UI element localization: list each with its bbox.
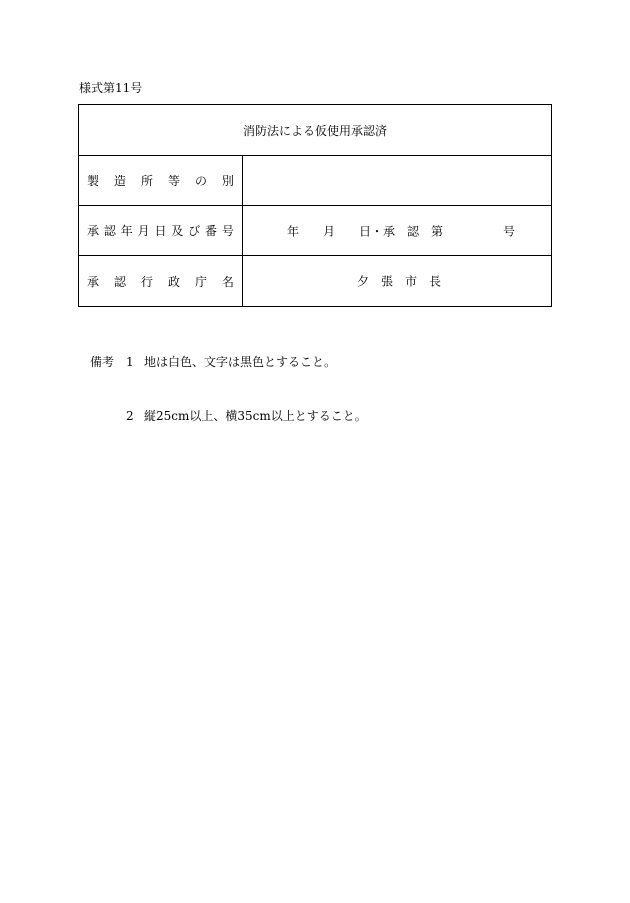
label-char: 等 bbox=[167, 174, 180, 188]
form-title: 消防法による仮使用承認済 bbox=[79, 105, 551, 156]
label-char: 所 bbox=[140, 174, 153, 188]
label-char: 認 bbox=[113, 274, 126, 289]
label-char: 政 bbox=[167, 274, 180, 289]
form-number: 様式第11号 bbox=[79, 81, 143, 95]
table-row-facility-type bbox=[79, 156, 551, 206]
label-approval-date-number bbox=[79, 206, 243, 255]
label-char: 別 bbox=[221, 174, 234, 188]
label-char: 承 bbox=[87, 224, 100, 238]
label-char: 行 bbox=[140, 274, 153, 289]
note-number: 2 bbox=[126, 409, 134, 423]
list-item bbox=[90, 407, 367, 425]
notes-section bbox=[90, 317, 367, 443]
value-approval-date-number bbox=[243, 206, 551, 255]
label-char: 造 bbox=[113, 174, 126, 188]
label-char: 月 bbox=[137, 224, 150, 238]
label-char: 日 bbox=[154, 224, 167, 238]
label-facility-type bbox=[79, 156, 243, 205]
label-char: び bbox=[188, 224, 201, 238]
table-row-approval-date-number bbox=[79, 206, 551, 256]
label-char: 名 bbox=[221, 274, 234, 289]
table-row-approving-authority bbox=[79, 256, 551, 306]
value-facility-type bbox=[243, 156, 551, 205]
label-char: 年 bbox=[120, 224, 133, 238]
label-approving-authority bbox=[79, 256, 243, 306]
label-char: 及 bbox=[171, 224, 184, 238]
note-text: 縦25cm以上、横35cm以上とすること。 bbox=[144, 409, 367, 423]
notes-heading: 備考 bbox=[90, 355, 115, 369]
note-number: 1 bbox=[126, 355, 134, 369]
label-char: 庁 bbox=[194, 274, 207, 289]
label-char: 番 bbox=[205, 224, 218, 238]
list-item bbox=[90, 353, 367, 371]
label-char: 認 bbox=[103, 224, 116, 238]
label-char: 号 bbox=[221, 224, 234, 238]
label-char: 承 bbox=[87, 274, 100, 289]
approval-form-table bbox=[78, 104, 552, 307]
note-text: 地は白色、文字は黒色とすること。 bbox=[144, 355, 337, 369]
value-text: 夕 張 市 長 bbox=[357, 274, 442, 289]
value-text: 年 月 日・承 認 第 号 bbox=[287, 224, 516, 238]
value-approving-authority bbox=[243, 256, 551, 306]
label-char: 製 bbox=[87, 174, 100, 188]
label-char: の bbox=[194, 174, 207, 188]
